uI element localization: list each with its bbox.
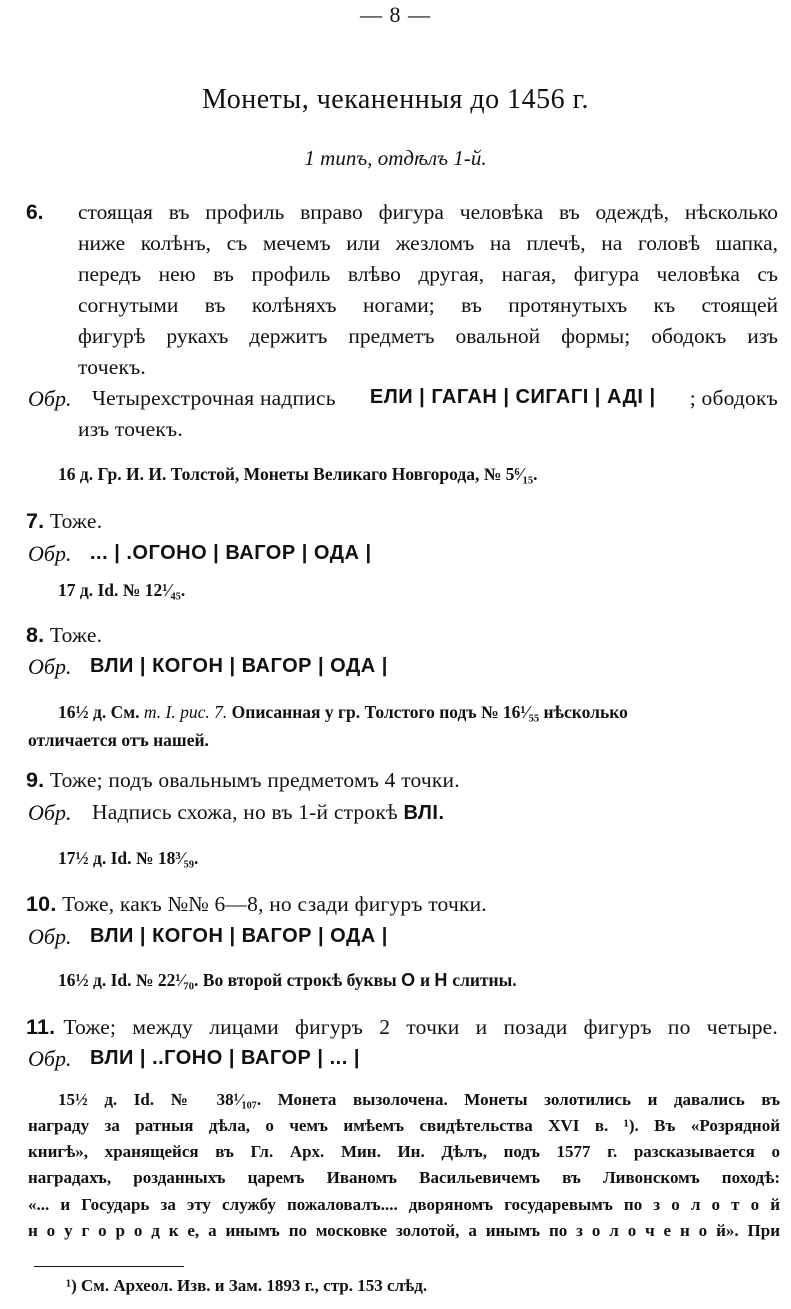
section-title: Монеты, чеканенныя до 1456 г. [202, 84, 589, 115]
entry6-line-6: точекъ. [78, 355, 146, 379]
entry6-obr-line [92, 386, 778, 411]
entry11-note-line-2: награду за ратныя дѣла, о чемъ имѣемъ свидѣтельства XVI в. ¹). Въ «Розрядной [28, 1116, 780, 1135]
entry-number-7: 7. [26, 509, 45, 533]
entry7-obr-label: Обр. [28, 541, 72, 566]
entry6-line-5: фигурѣ рукахъ держитъ предметъ овальной формы; ободокъ изъ [78, 324, 778, 348]
entry10-obr-label: Обр. [28, 924, 72, 949]
entry11-note-line-3: книгѣ», хранящейся въ Гл. Арх. Мин. Ин. Дѣлъ, подъ 1577 г. разсказывается о [28, 1142, 780, 1161]
entry-number-6: 6. [26, 201, 44, 224]
entry-number-9: 9. [26, 768, 45, 792]
entry9-obr-inscription: ВЛI. [403, 802, 445, 824]
entry7-note: 17 д. Id. № 12¹⁄₄₅. [58, 580, 186, 600]
entry8-text: Тоже. [49, 623, 103, 647]
section-subtitle: 1 типъ, отдѣлъ 1-й. [304, 146, 487, 170]
entry10-obr-inscription: ВЛИ | КОГОН | ВАГОР | ОДА | [90, 925, 388, 947]
entry10-line [26, 892, 487, 917]
entry10-note [58, 970, 517, 991]
entry7-line [26, 509, 102, 534]
entry6-line-2: ниже колѣнъ, съ мечемъ или жезломъ на плечѣ, на головѣ шапка, [78, 231, 778, 255]
entry8-note [58, 702, 628, 723]
entry9-obr-label: Обр. [28, 800, 72, 825]
footnote-divider [34, 1266, 184, 1267]
page-number: — 8 — [360, 2, 431, 27]
entry7-text: Тоже. [49, 509, 103, 533]
entry8-note-line2: отличается отъ нашей. [28, 730, 209, 750]
entry6-obr-label: Обр. [28, 386, 72, 411]
entry-number-11: 11. [26, 1015, 56, 1039]
entry6-obr-inscription: ЕЛИ | ГАГАН | СИГАГI | АДI | [369, 386, 656, 408]
entry-number-10: 10. [26, 892, 57, 916]
entry10-note-a: 16½ д. Id. № 22¹⁄₇₀. Во второй строкѣ буквы [58, 970, 397, 990]
entry8-obr-label: Обр. [28, 654, 72, 679]
entry6-line-3: передъ нею въ профиль влѣво другая, нагая, фигура человѣка съ [78, 262, 778, 286]
entry10-note-letter-n: Н [434, 970, 448, 990]
entry6-note: 16 д. Гр. И. И. Толстой, Монеты Великаго Новгорода, № 5⁶⁄₁₅. [58, 464, 538, 484]
entry9-obr-line [92, 800, 445, 825]
entry7-obr-inscription: ... | .ОГОНО | ВАГОР | ОДА | [90, 542, 372, 564]
entry6-obr-text: Четырехстрочная надпись [92, 386, 336, 410]
entry9-note: 17½ д. Id. № 18³⁄₅₉. [58, 848, 199, 868]
entry6-line-1: стоящая въ профиль вправо фигура человѣка въ одеждѣ, нѣсколько [78, 200, 778, 224]
entry9-obr-text: Надпись схожа, но въ 1-й строкѣ [92, 800, 398, 824]
entry11-note-line-4: наградахъ, розданныхъ царемъ Иваномъ Васильевичемъ въ Ливонскомъ походѣ: [28, 1168, 780, 1187]
entry11-note-line-5: «... и Государь за эту службу пожаловалъ.... дворяномъ государевымъ по з о л о т о й [28, 1195, 780, 1214]
entry6-obr-line2: изъ точекъ. [78, 417, 183, 441]
entry11-note-line-1: 15½ д. Id. № 38¹⁄₁₀₇. Монета вызолочена. Монеты золотились и давались въ [58, 1090, 780, 1109]
entry11-obr-inscription: ВЛИ | ..ГОНО | ВАГОР | ... | [90, 1047, 360, 1069]
entry10-note-b: слитны. [452, 970, 517, 990]
entry10-note-letter-o: О [401, 970, 416, 990]
entry9-line [26, 768, 460, 793]
entry11-line [26, 1015, 778, 1040]
entry11-obr-label: Обр. [28, 1046, 72, 1071]
entry8-note-c: Описанная у гр. Толстого подъ № 16¹⁄₅₅ нѣсколько [231, 702, 628, 722]
entry8-note-a: 16½ д. См. [58, 702, 140, 722]
entry-number-8: 8. [26, 623, 45, 647]
entry10-note-mid: и [419, 970, 431, 990]
entry9-text: Тоже; подъ овальнымъ предметомъ 4 точки. [49, 768, 460, 792]
entry6-line-4: согнутыми въ колѣняхъ ногами; въ протянутыхъ къ стоящей [78, 293, 778, 317]
footnote: ¹) См. Археол. Изв. и Зам. 1893 г., стр. 153 слѣд. [66, 1276, 428, 1295]
entry8-note-ref: т. I. рис. 7. [143, 702, 228, 722]
entry10-text: Тоже, какъ №№ 6—8, но сзади фигуръ точки. [62, 892, 487, 916]
entry11-note-line-6: н о у г о р о д к е, а инымъ по московке золотой, а инымъ по з о л о ч е н о й». При [28, 1221, 780, 1240]
entry8-obr-inscription: ВЛИ | КОГОН | ВАГОР | ОДА | [90, 655, 388, 677]
entry11-text: Тоже; между лицами фигуръ 2 точки и позади фигуръ по четыре. [63, 1015, 778, 1039]
entry6-obr-tail: ; ободокъ [689, 386, 778, 410]
entry8-line [26, 623, 102, 648]
